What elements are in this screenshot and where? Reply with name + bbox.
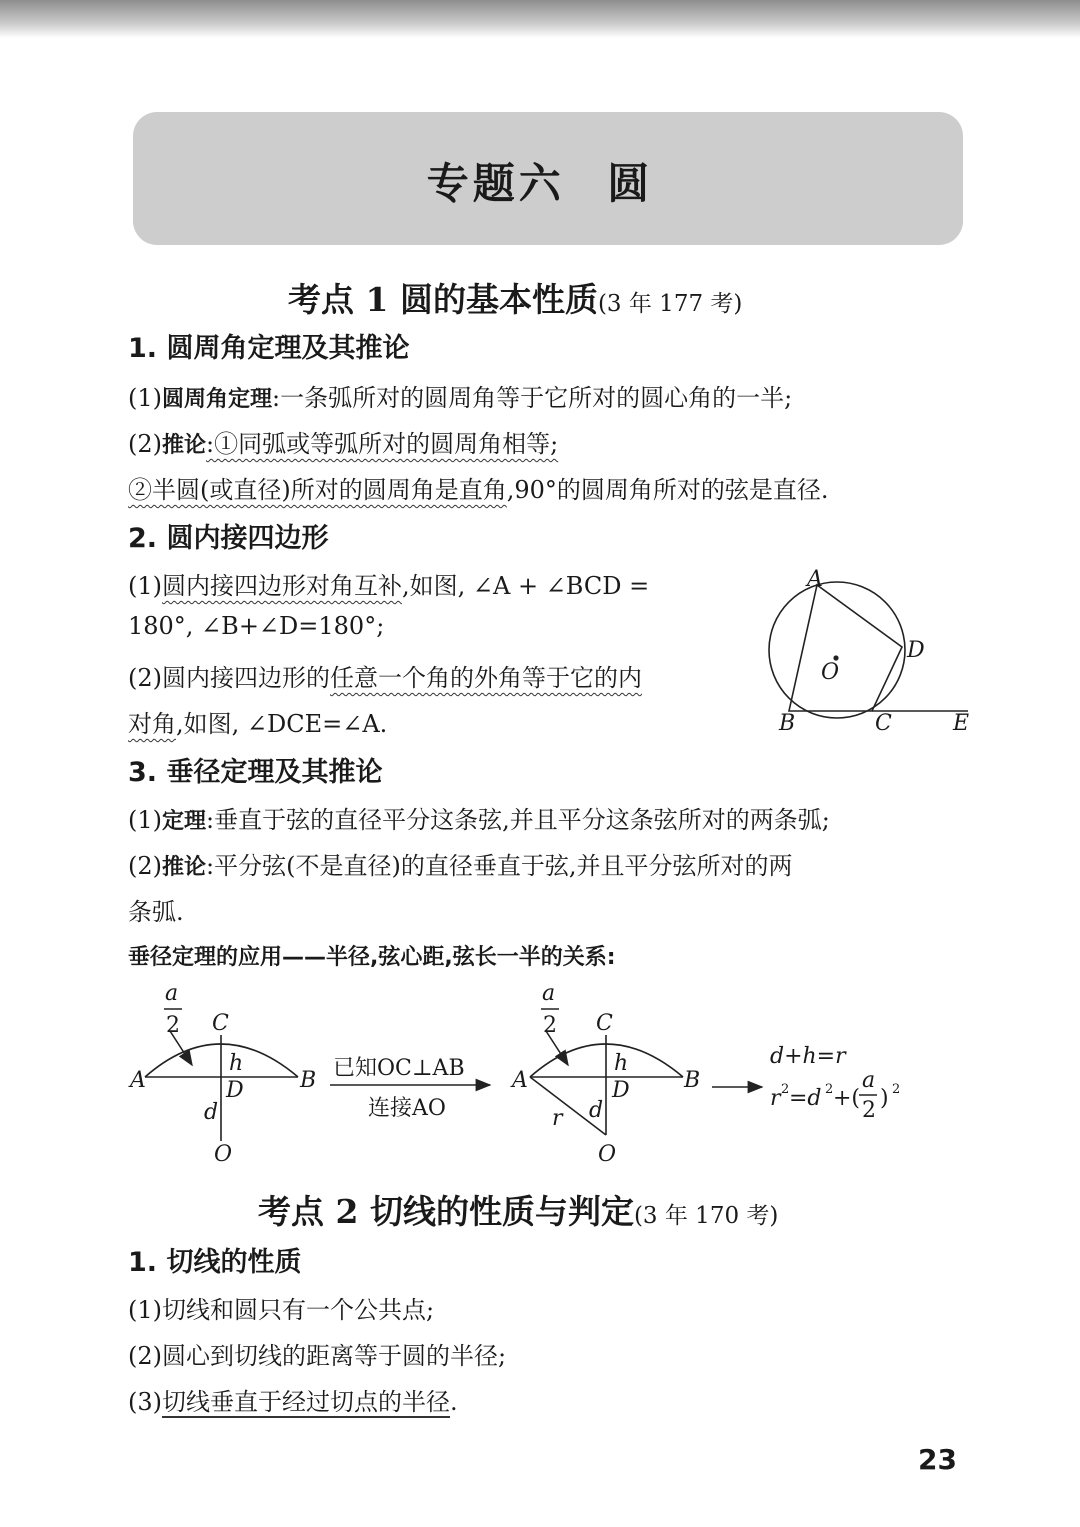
left-label-O: O: [214, 1142, 233, 1167]
s2-line4: [128, 704, 387, 739]
s1-l1-text: :一条弧所对的圆周角等于它所对的圆心角的一半;: [272, 384, 793, 412]
topic1-title: 考点 1 圆的基本性质: [288, 280, 598, 319]
right-pointer-arrow: [546, 1031, 568, 1065]
s3-l1-label: 定理: [162, 809, 207, 834]
section2-heading: 2. 圆内接四边形: [128, 523, 329, 554]
s3-line2: [128, 846, 792, 881]
formula-paren-sq: 2: [892, 1082, 901, 1097]
s1-l2-text: :①同弧或等弧所对的圆周角相等;: [206, 430, 559, 458]
topic2-note: (3 年 170 考): [633, 1203, 779, 1229]
right-label-A: A: [512, 1068, 528, 1093]
left-figure: [128, 981, 316, 1167]
s1-l2-label: 推论: [162, 433, 207, 458]
left-label-d: d: [204, 1100, 219, 1125]
s4-line2: (2)圆心到切线的距离等于圆的半径;: [128, 1342, 507, 1370]
arrow-bottom-label: 连接AO: [368, 1096, 446, 1121]
left-pointer-arrow: [170, 1031, 192, 1065]
transform-arrow: [330, 1056, 490, 1121]
right-frac-a: a: [542, 981, 556, 1006]
topic2-title: 考点 2 切线的性质与判定: [258, 1192, 634, 1231]
formula-r: r: [770, 1086, 781, 1111]
left-label-B: B: [300, 1068, 317, 1093]
section1-heading: 1. 圆周角定理及其推论: [128, 333, 410, 364]
formula-close: ): [880, 1086, 889, 1111]
s2-l4-wavy: 对角: [128, 710, 176, 738]
section3-heading: 3. 垂径定理及其推论: [128, 757, 383, 788]
formula-d-sq: 2: [825, 1082, 834, 1097]
s2-l1-rest: ,如图, ∠A + ∠BCD =: [402, 572, 650, 600]
quadrilateral-abcd: [789, 585, 902, 711]
formula-eq-d: =d: [789, 1086, 822, 1111]
right-label-h: h: [614, 1051, 629, 1076]
left-label-h: h: [229, 1051, 244, 1076]
section4-heading: 1. 切线的性质: [128, 1247, 302, 1278]
label-D: D: [907, 638, 925, 663]
formula-frac-2: 2: [862, 1098, 876, 1123]
right-label-D: D: [612, 1078, 630, 1103]
s1-l1-label: 圆周角定理: [162, 387, 273, 412]
s3-l2-text: :平分弦(不是直径)的直径垂直于弦,并且平分弦所对的两: [206, 852, 793, 880]
s3-line3: 条弧.: [128, 898, 184, 926]
formula-frac-a: a: [862, 1068, 876, 1093]
formula-plus: +(: [833, 1086, 861, 1111]
topic2-heading: [258, 1186, 778, 1233]
circle-outline: [769, 582, 905, 718]
label-B: B: [779, 711, 796, 736]
formula-r-sq: 2: [781, 1082, 790, 1097]
s3-line1: [128, 800, 830, 835]
right-frac-2: 2: [543, 1013, 557, 1038]
s1-l2-prefix: (2): [128, 430, 162, 458]
formula-d-h-r: d+h=r: [770, 1044, 846, 1069]
right-label-O: O: [598, 1142, 617, 1167]
label-C: C: [875, 711, 892, 736]
result-formulas: [770, 1044, 900, 1123]
topic1-heading: [288, 274, 742, 321]
s2-l1-prefix: (1): [128, 572, 162, 600]
s3-l1-text: :垂直于弦的直径平分这条弦,并且平分这条弦所对的两条弧;: [206, 806, 830, 834]
s2-l4-rest: ,如图, ∠DCE=∠A.: [176, 710, 388, 738]
s2-line1: [128, 566, 649, 601]
left-label-D: D: [226, 1078, 244, 1103]
s4-l3-underlined: 切线垂直于经过切点的半径: [162, 1388, 450, 1416]
perpendicular-diameter-diagram: [120, 975, 960, 1175]
left-frac-2: 2: [166, 1013, 180, 1038]
left-frac-a: a: [165, 981, 179, 1006]
label-O: O: [821, 660, 840, 685]
s1-line1: [128, 378, 792, 413]
s4-l3-prefix: (3): [128, 1388, 162, 1416]
s4-line3: [128, 1382, 458, 1417]
s4-l3-end: .: [450, 1388, 458, 1416]
s1-line3: [128, 470, 829, 505]
s2-l3-wavy: 任意一个角的外角等于它的内: [330, 664, 642, 692]
left-label-A: A: [130, 1068, 146, 1093]
page-top-shadow: [0, 0, 1080, 38]
s2-line3: [128, 658, 642, 693]
s1-line2: [128, 424, 558, 459]
s2-line2: 180°, ∠B+∠D=180°;: [128, 612, 385, 640]
s1-l1-prefix: (1): [128, 384, 162, 412]
right-figure: [510, 981, 700, 1167]
page-number: 23: [918, 1443, 957, 1476]
s3-l1-prefix: (1): [128, 806, 162, 834]
right-label-C: C: [596, 1011, 613, 1036]
s2-l1-wavy: 圆内接四边形对角互补: [162, 572, 402, 600]
right-label-r: r: [552, 1106, 563, 1131]
s4-line1: (1)切线和圆只有一个公共点;: [128, 1296, 435, 1324]
label-E: E: [953, 711, 970, 736]
right-label-d: d: [589, 1098, 604, 1123]
right-label-B: B: [684, 1068, 701, 1093]
label-A: A: [807, 567, 823, 592]
left-label-C: C: [212, 1011, 229, 1036]
s1-l3-rest: ,90°的圆周角所对的弦是直径.: [506, 476, 829, 504]
chapter-title: 专题六 圆: [426, 159, 654, 208]
arrow-top-label: 已知OC⊥AB: [333, 1056, 465, 1081]
s2-l3-pre: (2)圆内接四边形的: [128, 664, 330, 692]
topic1-note: (3 年 177 考): [597, 291, 743, 317]
s3-l2-prefix: (2): [128, 852, 162, 880]
inscribed-quadrilateral-figure: [755, 560, 990, 745]
s3-l2-label: 推论: [162, 855, 207, 880]
s1-l3-wavy: ②半圆(或直径)所对的圆周角是直角: [128, 476, 507, 504]
s3-application-note: 垂径定理的应用——半径,弦心距,弦长一半的关系:: [128, 945, 616, 970]
